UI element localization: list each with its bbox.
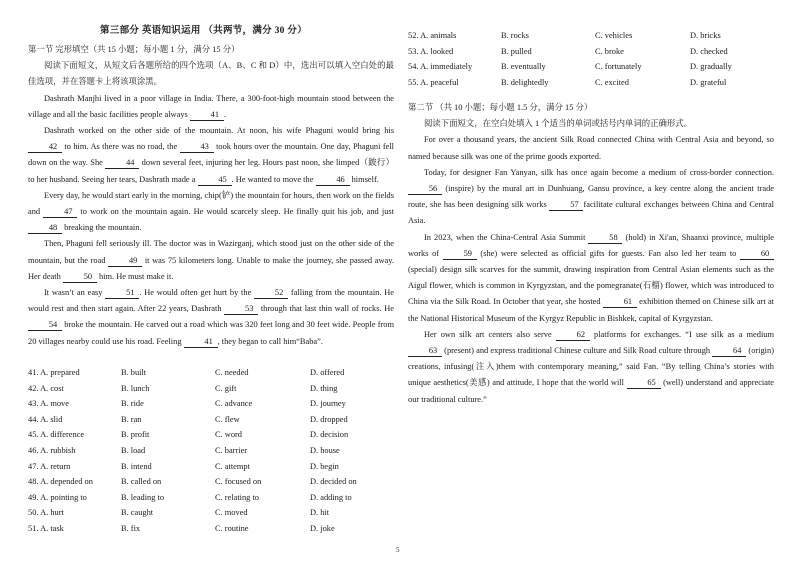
- page-number: 5: [396, 546, 400, 554]
- answer-blank: 45: [198, 175, 232, 186]
- section-title: 第三部分 英语知识运用 （共两节，满分 30 分）: [100, 26, 308, 36]
- option-choice: B. ran: [121, 414, 142, 424]
- passage-text: (present) and express traditional Chinese culture and Silk Road culture through: [442, 346, 713, 356]
- option-choice: 44. A. slid: [28, 414, 63, 424]
- option-choice: C. gift: [215, 383, 237, 393]
- answer-blank: 51: [105, 288, 139, 299]
- answer-blank: 65: [627, 378, 661, 389]
- passage-text: it was 75 kilometers long. Unable to make the journey, she passed away. Her death: [28, 255, 394, 281]
- option-choice: C. vehicles: [595, 31, 633, 40]
- options-list-left: [28, 365, 394, 537]
- option-choice: 54. A. immediately: [408, 62, 473, 72]
- option-row: [28, 443, 394, 459]
- part2-heading: 第二节 （共 10 小题；每小题 1.5 分，满分 15 分）: [408, 103, 593, 112]
- option-row: [28, 427, 394, 443]
- option-choice: B. called on: [121, 477, 162, 487]
- passage-text: Today, for designer Fan Yanyan, silk has once again become a medium of cross-border connection.: [424, 167, 774, 177]
- answer-blank: 53: [224, 304, 258, 315]
- option-row: [28, 396, 394, 412]
- paragraph: [408, 132, 774, 164]
- option-choice: D. begin: [310, 461, 339, 471]
- passage-text: facilitate cultural exchanges between China and Central Asia.: [408, 200, 774, 226]
- option-row: [408, 59, 774, 75]
- option-choice: D. gradually: [690, 62, 732, 72]
- option-choice: D. bricks: [690, 31, 721, 40]
- answer-blank: 58: [588, 233, 622, 244]
- option-row: [28, 490, 394, 506]
- option-choice: 51. A. task: [28, 523, 64, 533]
- option-choice: C. flew: [215, 414, 240, 424]
- answer-blank: 50: [63, 272, 97, 283]
- option-choice: 47. A. return: [28, 461, 71, 471]
- option-choice: C. broke: [595, 46, 624, 56]
- part1-heading: 第一节 完形填空（共 15 小题；每小题 1 分，满分 15 分）: [28, 45, 240, 54]
- option-row: [28, 505, 394, 521]
- passage-text: (special) design silk scarves for the summit, drawing inspiration from Central Asian elements such as the Aigul flower, which is common in Kyrgyzstan, and the pomegranate(石榴) flower, which was introduced to China via the Silk Road. In October that year, she hosted: [408, 265, 774, 307]
- passage-text: (hold) in Xi'an, Shaanxi province, multiple works of: [408, 232, 774, 258]
- answer-blank: 41: [190, 110, 224, 121]
- option-choice: B. lunch: [121, 383, 150, 393]
- answer-blank: 57: [549, 200, 583, 211]
- passage-text: took hours over the mountain. One day, Phaguni fell down on the way. She: [28, 142, 394, 168]
- passage-text: , they began to call him“Baba”.: [217, 336, 323, 346]
- paragraph: [28, 188, 394, 237]
- passage-text: himself.: [349, 174, 379, 184]
- passage-text: breaking the mountain.: [62, 223, 142, 233]
- paragraph: [28, 285, 394, 350]
- answer-blank: 44: [105, 158, 139, 169]
- option-row: [28, 365, 394, 381]
- passage-text: .: [223, 109, 226, 119]
- option-choice: D. hit: [310, 508, 330, 518]
- option-choice: C. barrier: [215, 445, 248, 455]
- passage-text: to work on the mountain again. He would scarcely sleep. He finally quit his job, and just: [77, 207, 395, 217]
- option-choice: 48. A. depended on: [28, 477, 93, 487]
- answer-blank: 49: [108, 256, 142, 267]
- option-choice: B. eventually: [501, 62, 546, 72]
- option-choice: 42. A. cost: [28, 383, 64, 393]
- option-choice: C. moved: [215, 508, 248, 518]
- grammar-fill-passage: [408, 132, 774, 407]
- passage-text: him. He must make it.: [96, 271, 174, 281]
- option-choice: C. fortunately: [595, 62, 642, 72]
- answer-blank: 41: [184, 337, 218, 348]
- option-row: [408, 75, 774, 91]
- option-choice: D. joke: [310, 523, 335, 533]
- option-row: [408, 28, 774, 44]
- passage-text: platforms for exchanges. “I use silk as a medium: [589, 329, 774, 339]
- option-choice: B. leading to: [121, 492, 165, 502]
- passage-text: For over a thousand years, the ancient Silk Road connected China with Central Asia and beyond, so named because silk was one of the prime goods exported.: [408, 135, 774, 161]
- option-choice: 45. A. difference: [28, 430, 85, 440]
- answer-blank: 52: [254, 288, 288, 299]
- option-choice: C. routine: [215, 523, 249, 533]
- option-choice: B. built: [121, 368, 147, 377]
- option-choice: C. attempt: [215, 461, 250, 471]
- answer-blank: 62: [556, 330, 590, 341]
- option-choice: C. excited: [595, 77, 629, 87]
- option-choice: 55. A. peaceful: [408, 77, 459, 87]
- option-choice: D. grateful: [690, 77, 727, 87]
- passage-text: to him. As there was no road, the: [62, 142, 180, 152]
- option-choice: C. focused on: [215, 477, 262, 487]
- option-choice: B. load: [121, 445, 146, 455]
- answer-blank: 61: [603, 297, 637, 308]
- passage-text: Every day, he would start early in the morning, chip(铲) the mountain for hours, then work on the fields and: [28, 190, 394, 217]
- option-row: [28, 412, 394, 428]
- option-choice: 41. A. prepared: [28, 368, 80, 377]
- option-choice: D. checked: [690, 46, 728, 56]
- passage-text: through that last thin wall of rocks. He: [258, 304, 394, 314]
- option-row: [28, 459, 394, 475]
- paragraph: [408, 327, 774, 408]
- answer-blank: 46: [316, 175, 350, 186]
- passage-text: . He would often get hurt by the: [139, 288, 255, 298]
- option-choice: B. pulled: [501, 46, 532, 56]
- part2-instructions: 阅读下面短文，在空白处填入 1 个适当的单词或括号内单词的正确形式。: [424, 119, 692, 129]
- option-choice: C. relating to: [215, 492, 259, 502]
- option-row: [408, 44, 774, 60]
- paragraph: [28, 236, 394, 285]
- answer-blank: 43: [180, 142, 214, 153]
- option-choice: D. dropped: [310, 414, 348, 424]
- passage-text: broke the mountain. He carved out a road which was 320 feet long and 30 feet wide. People from 20 villages nearby could use his road. Feeling: [28, 320, 394, 346]
- option-choice: D. journey: [310, 399, 346, 409]
- option-row: [28, 381, 394, 397]
- option-choice: D. decided on: [310, 477, 357, 487]
- option-choice: D. thing: [310, 383, 338, 393]
- paragraph: [408, 230, 774, 327]
- paragraph: [28, 91, 394, 123]
- answer-blank: 47: [43, 207, 77, 218]
- option-row: [28, 474, 394, 490]
- part1-instructions: 阅读下面短文，从短文后各题所给的四个选项（A、B、C 和 D）中，选出可以填入空白处的最佳选项，并在答题卡上将该项涂黑。: [28, 61, 394, 87]
- passage-text: falling from the mountain. He would rest and then start again. After 22 years, Dashrath: [28, 288, 395, 314]
- paragraph: [408, 165, 774, 230]
- option-choice: D. decision: [310, 430, 349, 440]
- option-choice: D. adding to: [310, 492, 352, 502]
- option-row: [28, 521, 394, 537]
- passage-text: exhibition themed on Chinese silk art at the National Historical Museum of the Kyrgyz Republic in Bishkek, capital of Kyrgyzstan.: [408, 297, 774, 323]
- answer-blank: 64: [712, 346, 746, 357]
- option-choice: B. caught: [121, 508, 154, 518]
- answer-blank: 48: [28, 223, 62, 234]
- passage-text: (well) understand and appreciate our traditional culture.”: [408, 378, 775, 404]
- option-choice: B. delightedly: [501, 77, 549, 87]
- answer-blank: 59: [443, 249, 477, 260]
- passage-text: (she) were selected as official gifts for guests. Fan also led her team to: [476, 248, 740, 258]
- option-choice: 52. A. animals: [408, 31, 457, 40]
- option-choice: 43. A. move: [28, 399, 69, 409]
- passage-text: (inspire) by the mural art in Dunhuang, Gansu province, a key centre along the ancient trade route, she has been designing silk works: [408, 184, 774, 210]
- cloze-passage: [28, 91, 394, 350]
- answer-blank: 54: [28, 320, 62, 331]
- passage-text: . He wanted to move the: [231, 174, 316, 184]
- answer-blank: 60: [740, 249, 774, 260]
- options-list-right: [408, 28, 774, 90]
- passage-text: It wasn’t an easy: [44, 288, 106, 298]
- option-choice: 49. A. pointing to: [28, 492, 87, 502]
- option-choice: 46. A. rubbish: [28, 445, 76, 455]
- option-choice: D. house: [310, 445, 340, 455]
- option-choice: 53. A. looked: [408, 46, 454, 56]
- option-choice: C. word: [215, 430, 242, 440]
- answer-blank: 56: [408, 184, 442, 195]
- option-choice: C. advance: [215, 399, 253, 409]
- answer-blank: 63: [408, 346, 442, 357]
- option-choice: B. profit: [121, 430, 150, 440]
- option-choice: C. needed: [215, 368, 249, 377]
- passage-text: In 2023, when the China-Central Asia Summit: [424, 232, 589, 242]
- passage-text: Dashrath worked on the other side of the mountain. At noon, his wife Phaguni would bring his: [44, 126, 394, 136]
- option-choice: B. fix: [121, 523, 141, 533]
- answer-blank: 42: [28, 142, 62, 153]
- option-choice: B. intend: [121, 461, 152, 471]
- passage-text: Then, Phaguni fell seriously ill. The doctor was in Wazirganj, which stood just on the other side of the mountain, but the road: [28, 239, 394, 265]
- paragraph: [28, 123, 394, 188]
- option-choice: B. rocks: [501, 31, 529, 40]
- passage-text: (origin) creations, infusing(注入)them with contemporary meaning,” said Fan. “By telling China’s stories with unique aesthetics(美感) and attitude, I hope that the world will: [408, 346, 774, 388]
- passage-text: down several feet, injuring her leg. Hours past noon, she limped（跛行）to her husband. Seeing her tears, Dashrath made a: [28, 158, 394, 184]
- passage-text: Dashrath Manjhi lived in a poor village in India. There, a 300-foot-high mountain stood between the village and all the basic facilities people always: [28, 93, 394, 119]
- passage-text: Her own silk art centers also serve: [424, 329, 556, 339]
- option-choice: B. ride: [121, 399, 144, 409]
- option-choice: D. offered: [310, 368, 345, 377]
- option-choice: 50. A. hurt: [28, 508, 64, 518]
